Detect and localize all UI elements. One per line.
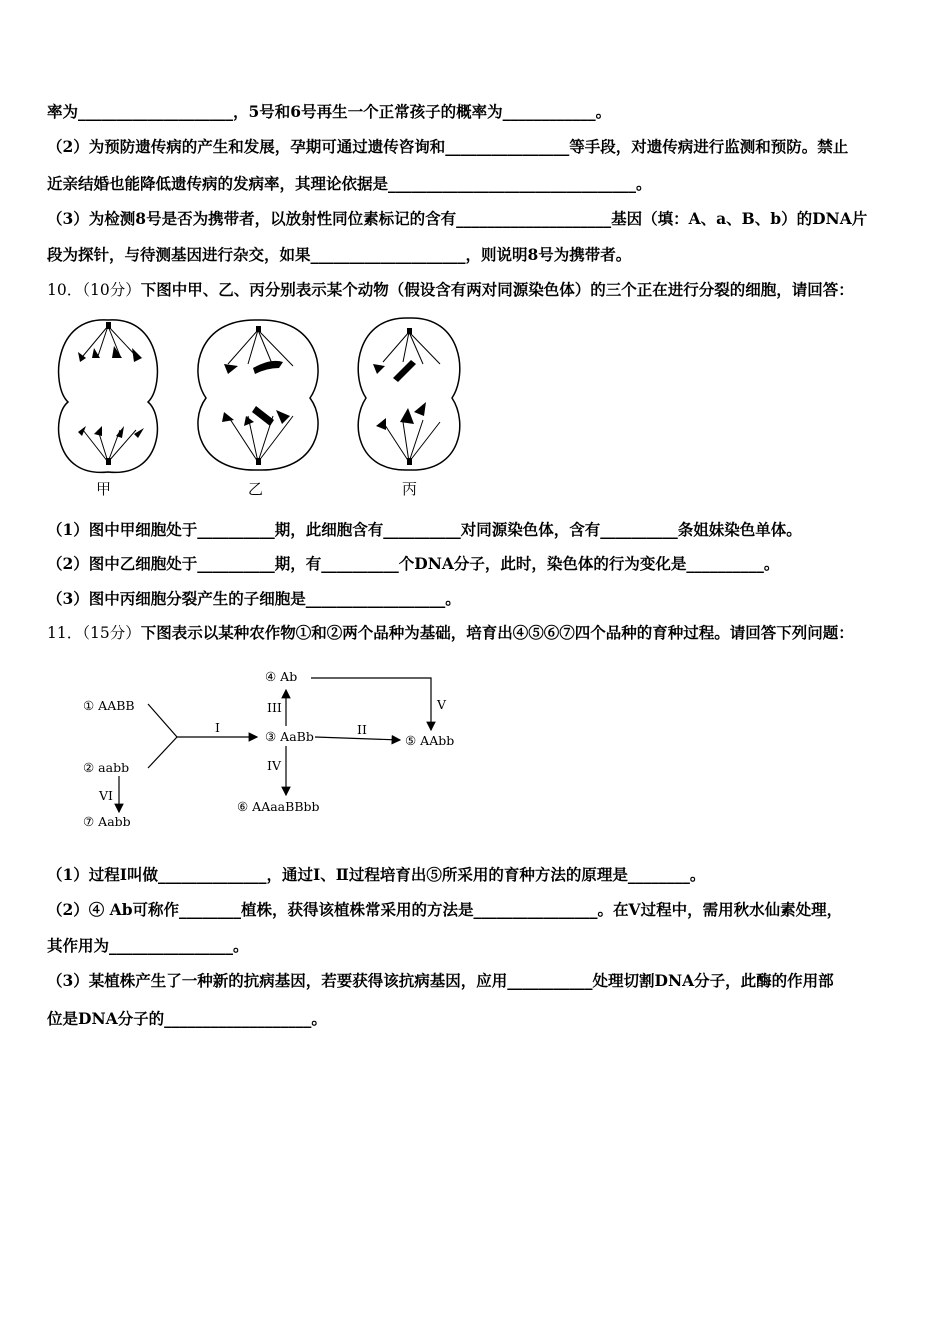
process-label: II (357, 722, 367, 737)
node-2: ② aabb (83, 760, 130, 775)
figure-label: 甲 (96, 480, 112, 498)
node-1: ① AABB (83, 698, 135, 713)
node-6: ⑥ AAaaBBbb (237, 799, 320, 814)
q10-sub-3: （3）图中丙细胞分裂产生的子细胞是__________________。 (47, 589, 461, 608)
q11-sub-3: （3）某植株产生了一种新的抗病基因，若要获得该抗病基因，应用___________处理切割DNA分子，此酶的作用部 (47, 971, 834, 990)
process-label: I (215, 720, 220, 735)
cell-outline (198, 320, 318, 470)
figure-label: 乙 (248, 480, 264, 498)
q11-sub-2-cont: 其作用为________________。 (47, 936, 249, 955)
process-label: V (437, 697, 447, 712)
text-line: （3）为检测8号是否为携带者，以放射性同位素标记的含有____________________基因（填：A、a、B、b）的DNA片 (47, 209, 868, 228)
node-4: ④ Ab (265, 669, 298, 684)
text-line: （2）为预防遗传病的产生和发展，孕期可通过遗传咨询和________________等手段，对遗传病进行监测和预防。禁止 (47, 137, 849, 156)
figure-label: 丙 (402, 480, 418, 498)
text-line: 近亲结婚也能降低遗传病的发病率，其理论依据是________________________________。 (47, 174, 652, 193)
breeding-diagram (75, 660, 495, 840)
question-number: 11． (47, 624, 83, 642)
q11-sub-1: （1）过程I叫做______________，通过I、Ⅱ过程培育出⑤所采用的育种方法的原理是________。 (47, 865, 706, 884)
node-7: ⑦ Aabb (83, 814, 131, 829)
process-label: VI (99, 788, 113, 803)
q10-sub-1: （1）图中甲细胞处于__________期，此细胞含有__________对同源染色体，含有__________条姐妹染色单体。 (47, 520, 802, 539)
q11-sub-3-cont: 位是DNA分子的___________________。 (47, 1009, 327, 1028)
cell-division-figure (48, 312, 468, 502)
node-5: ⑤ AAbb (405, 733, 455, 748)
node-3: ③ AaBb (265, 729, 314, 744)
question-10-stem: 10．（10分）下图中甲、乙、丙分别表示某个动物（假设含有两对同源染色体）的三个正在进行分裂的细胞，请回答： (47, 280, 854, 299)
process-label: IV (267, 758, 281, 773)
question-score: （10分） (82, 281, 141, 299)
q10-sub-2: （2）图中乙细胞处于__________期，有__________个DNA分子，此时，染色体的行为变化是__________。 (47, 554, 780, 573)
question-11-stem: 11．（15分）下图表示以某种农作物①和②两个品种为基础，培育出④⑤⑥⑦四个品种的育种过程。请回答下列问题： (47, 623, 854, 642)
q11-sub-2: （2）④ Ab可称作________植株，获得该植株常采用的方法是________________。在V过程中，需用秋水仙素处理， (47, 900, 843, 919)
process-label: III (267, 700, 282, 715)
cell-outline (59, 320, 158, 473)
text-line: 率为____________________，5号和6号再生一个正常孩子的概率为____________。 (47, 102, 612, 121)
text-line: 段为探针，与待测基因进行杂交，如果____________________，则说明8号为携带者。 (47, 245, 632, 264)
question-score: （15分） (82, 624, 141, 642)
question-number: 10． (47, 281, 83, 299)
cell-outline (358, 318, 460, 470)
